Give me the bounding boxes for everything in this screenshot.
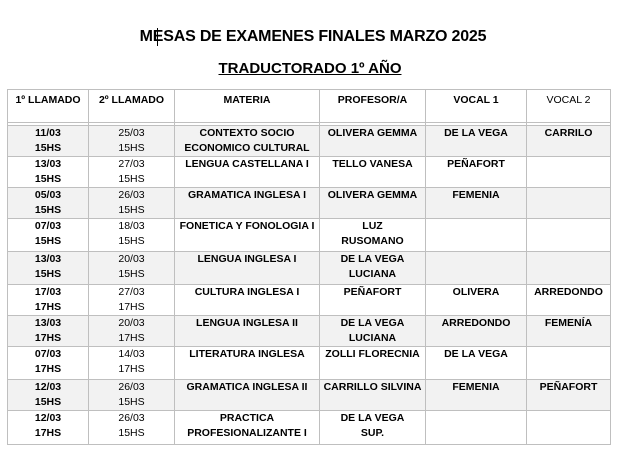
header-vocal1: VOCAL 1 bbox=[426, 90, 527, 123]
table-header-row bbox=[8, 90, 611, 123]
cell-llamado2: 18/03 15HS bbox=[89, 219, 175, 252]
cell-vocal1: OLIVERA bbox=[426, 285, 527, 316]
table-row bbox=[8, 347, 611, 380]
cell-materia: LENGUA CASTELLANA I bbox=[175, 157, 320, 188]
cell-vocal1: ARREDONDO bbox=[426, 316, 527, 347]
cell-vocal2: FEMENÍA bbox=[527, 316, 611, 347]
cell-vocal2: ARREDONDO bbox=[527, 285, 611, 316]
cell-vocal2 bbox=[527, 188, 611, 219]
cell-vocal1: DE LA VEGA bbox=[426, 347, 527, 380]
cell-vocal1 bbox=[426, 219, 527, 252]
cell-profesor: DE LA VEGA LUCIANA bbox=[320, 252, 426, 285]
document-title: MESAS DE EXAMENES FINALES MARZO 2025 bbox=[139, 28, 487, 45]
cell-vocal2 bbox=[527, 411, 611, 445]
cell-materia: FONETICA Y FONOLOGIA I bbox=[175, 219, 320, 252]
cell-llamado2: 25/03 15HS bbox=[89, 126, 175, 157]
cell-profesor: DE LA VEGA LUCIANA bbox=[320, 316, 426, 347]
cell-llamado1: 05/03 15HS bbox=[8, 188, 89, 219]
cell-materia: LENGUA INGLESA I bbox=[175, 252, 320, 285]
cell-llamado2: 14/03 17HS bbox=[89, 347, 175, 380]
cell-llamado2: 20/03 17HS bbox=[89, 316, 175, 347]
cell-materia: LITERATURA INGLESA bbox=[175, 347, 320, 380]
cell-llamado2: 27/03 17HS bbox=[89, 285, 175, 316]
cell-profesor: OLIVERA GEMMA bbox=[320, 126, 426, 157]
header-profesor: PROFESOR/A bbox=[320, 90, 426, 123]
header-vocal2: VOCAL 2 bbox=[527, 90, 611, 123]
table-row bbox=[8, 188, 611, 219]
cell-vocal1 bbox=[426, 411, 527, 445]
cell-llamado1: 17/03 17HS bbox=[8, 285, 89, 316]
cell-materia: LENGUA INGLESA II bbox=[175, 316, 320, 347]
cell-materia: PRACTICA PROFESIONALIZANTE I bbox=[175, 411, 320, 445]
cell-llamado1: 12/03 17HS bbox=[8, 411, 89, 445]
table-body bbox=[8, 126, 611, 445]
cell-llamado1: 07/03 17HS bbox=[8, 347, 89, 380]
cell-vocal2 bbox=[527, 219, 611, 252]
table-row bbox=[8, 157, 611, 188]
cell-vocal1: FEMENIA bbox=[426, 380, 527, 411]
cell-profesor: DE LA VEGA SUP. bbox=[320, 411, 426, 445]
cell-vocal2 bbox=[527, 157, 611, 188]
table-row bbox=[8, 219, 611, 252]
cell-materia: GRAMATICA INGLESA II bbox=[175, 380, 320, 411]
cell-materia: CULTURA INGLESA I bbox=[175, 285, 320, 316]
cell-profesor: CARRILLO SILVINA bbox=[320, 380, 426, 411]
cell-llamado1: 07/03 15HS bbox=[8, 219, 89, 252]
cell-llamado1: 12/03 15HS bbox=[8, 380, 89, 411]
cell-vocal2 bbox=[527, 252, 611, 285]
header-materia: MATERIA bbox=[175, 90, 320, 123]
cell-profesor: LUZ RUSOMANO bbox=[320, 219, 426, 252]
header-llamado2: 2º LLAMADO bbox=[89, 90, 175, 123]
cell-vocal1: FEMENIA bbox=[426, 188, 527, 219]
table-row bbox=[8, 126, 611, 157]
cell-materia: CONTEXTO SOCIO ECONOMICO CULTURAL bbox=[175, 126, 320, 157]
cell-llamado2: 20/03 15HS bbox=[89, 252, 175, 285]
cell-profesor: PEÑAFORT bbox=[320, 285, 426, 316]
cell-profesor: TELLO VANESA bbox=[320, 157, 426, 188]
exam-schedule-table bbox=[7, 89, 611, 445]
cell-llamado2: 26/03 15HS bbox=[89, 188, 175, 219]
cell-vocal2 bbox=[527, 347, 611, 380]
header-llamado1: 1º LLAMADO bbox=[8, 90, 89, 123]
cell-vocal1 bbox=[426, 252, 527, 285]
cell-llamado2: 26/03 15HS bbox=[89, 411, 175, 445]
table-row bbox=[8, 252, 611, 285]
cell-vocal1: DE LA VEGA bbox=[426, 126, 527, 157]
table-row bbox=[8, 285, 611, 316]
cell-vocal2: PEÑAFORT bbox=[527, 380, 611, 411]
cell-llamado2: 27/03 15HS bbox=[89, 157, 175, 188]
table-row bbox=[8, 316, 611, 347]
cell-llamado1: 11/03 15HS bbox=[8, 126, 89, 157]
cell-llamado1: 13/03 17HS bbox=[8, 316, 89, 347]
cell-vocal2: CARRILO bbox=[527, 126, 611, 157]
document-subtitle: TRADUCTORADO 1º AÑO bbox=[218, 60, 402, 77]
cell-llamado2: 26/03 15HS bbox=[89, 380, 175, 411]
table-row bbox=[8, 380, 611, 411]
cell-llamado1: 13/03 15HS bbox=[8, 157, 89, 188]
cell-llamado1: 13/03 15HS bbox=[8, 252, 89, 285]
cell-materia: GRAMATICA INGLESA I bbox=[175, 188, 320, 219]
cell-profesor: OLIVERA GEMMA bbox=[320, 188, 426, 219]
table-row bbox=[8, 411, 611, 445]
cell-profesor: ZOLLI FLORECNIA bbox=[320, 347, 426, 380]
cell-vocal1: PEÑAFORT bbox=[426, 157, 527, 188]
